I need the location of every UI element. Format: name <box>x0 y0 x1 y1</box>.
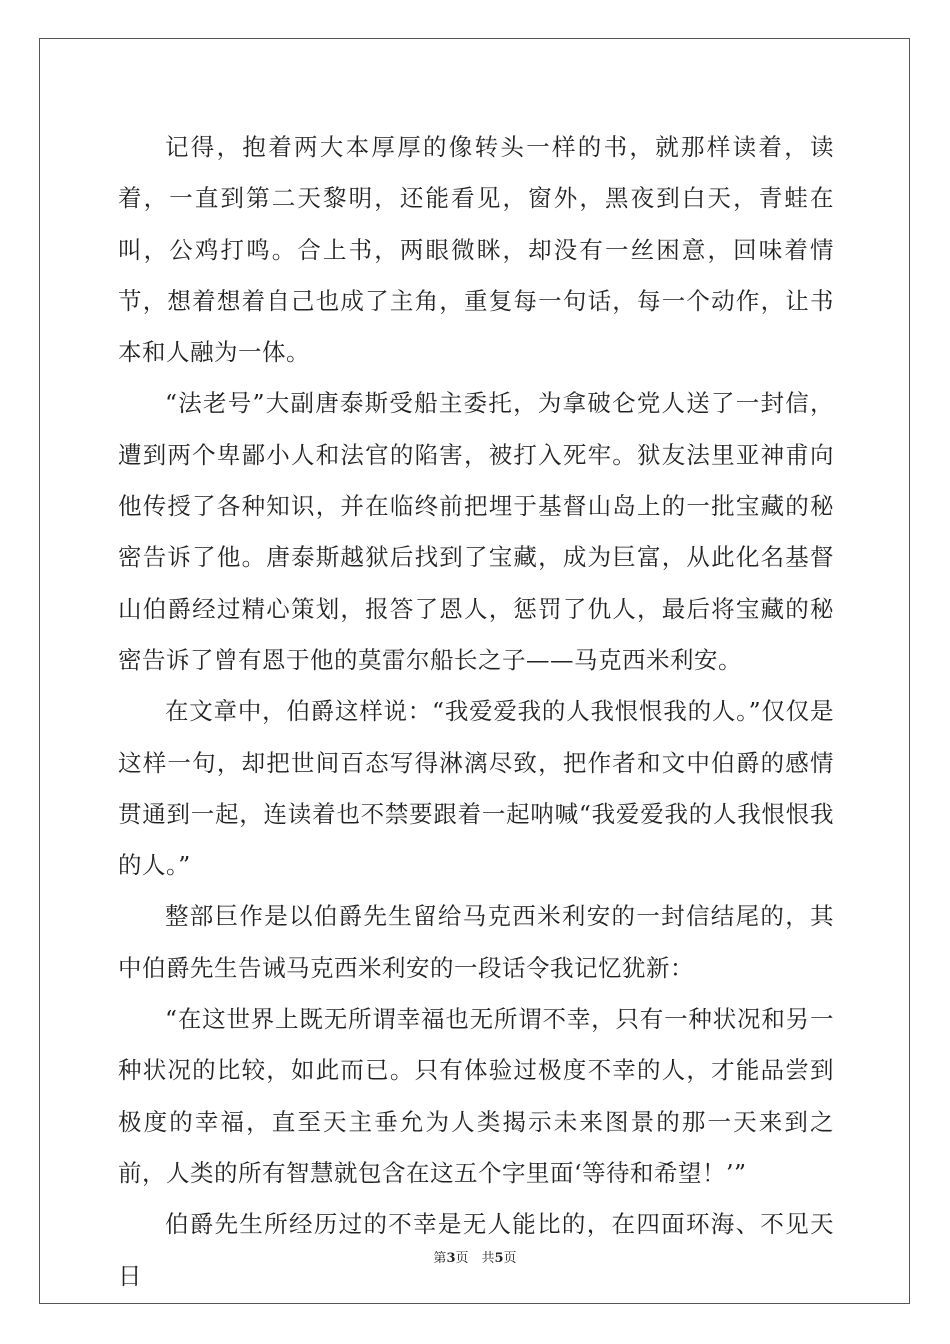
paragraph-3: 在文章中，伯爵这样说：“我爱爱我的人我恨恨我的人。”仅仅是这样一句，却把世间百态写得淋漓尽致，把作者和文中伯爵的感情贯通到一起，连读着也不禁要跟着一起呐喊“我爱爱我的人我恨恨我的人。” <box>118 697 834 880</box>
paragraph-4: 整部巨作是以伯爵先生留给马克西米利安的一封信结尾的，其中伯爵先生告诫马克西米利安的一段话令我记忆犹新： <box>118 902 834 982</box>
footer-page-prefix: 第 <box>433 1251 447 1266</box>
page-footer <box>0 1247 950 1266</box>
footer-page-current: 3 <box>446 1251 456 1266</box>
paragraph-6: 伯爵先生所经历过的不幸是无人能比的，在四面环海、不见天日 <box>118 1210 834 1290</box>
footer-page-mid: 页 共 <box>455 1251 495 1266</box>
paragraph-5: “在这世界上既无所谓幸福也无所谓不幸，只有一种状况和另一种状况的比较，如此而已。只有体验过极度不幸的人，才能品尝到极度的幸福，直至天主垂允为人类揭示未来图景的那一天来到之前，人类的所有智慧就包含在这五个字里面‘等待和希望！’” <box>118 1005 834 1187</box>
paragraph-1: 记得，抱着两大本厚厚的像转头一样的书，就那样读着，读着，一直到第二天黎明，还能看见，窗外，黑夜到白天，青蛙在叫，公鸡打鸣。合上书，两眼微眯，却没有一丝困意，回味着情节，想着想着自己也成了主角，重复每一句话，每一个动作，让书本和人融为一体。 <box>118 133 834 367</box>
document-body <box>118 122 834 1302</box>
footer-page-suffix: 页 <box>503 1251 517 1266</box>
footer-page-total: 5 <box>494 1251 504 1266</box>
paragraph-2: “法老号”大副唐泰斯受船主委托，为拿破仑党人送了一封信，遭到两个卑鄙小人和法官的陷害，被打入死牢。狱友法里亚神甫向他传授了各种知识，并在临终前把埋于基督山岛上的一批宝藏的秘密告诉了他。唐泰斯越狱后找到了宝藏，成为巨富，从此化名基督山伯爵经过精心策划，报答了恩人，惩罚了仇人，最后将宝藏的秘密告诉了曾有恩于他的莫雷尔船长之子——马克西米利安。 <box>118 389 834 674</box>
